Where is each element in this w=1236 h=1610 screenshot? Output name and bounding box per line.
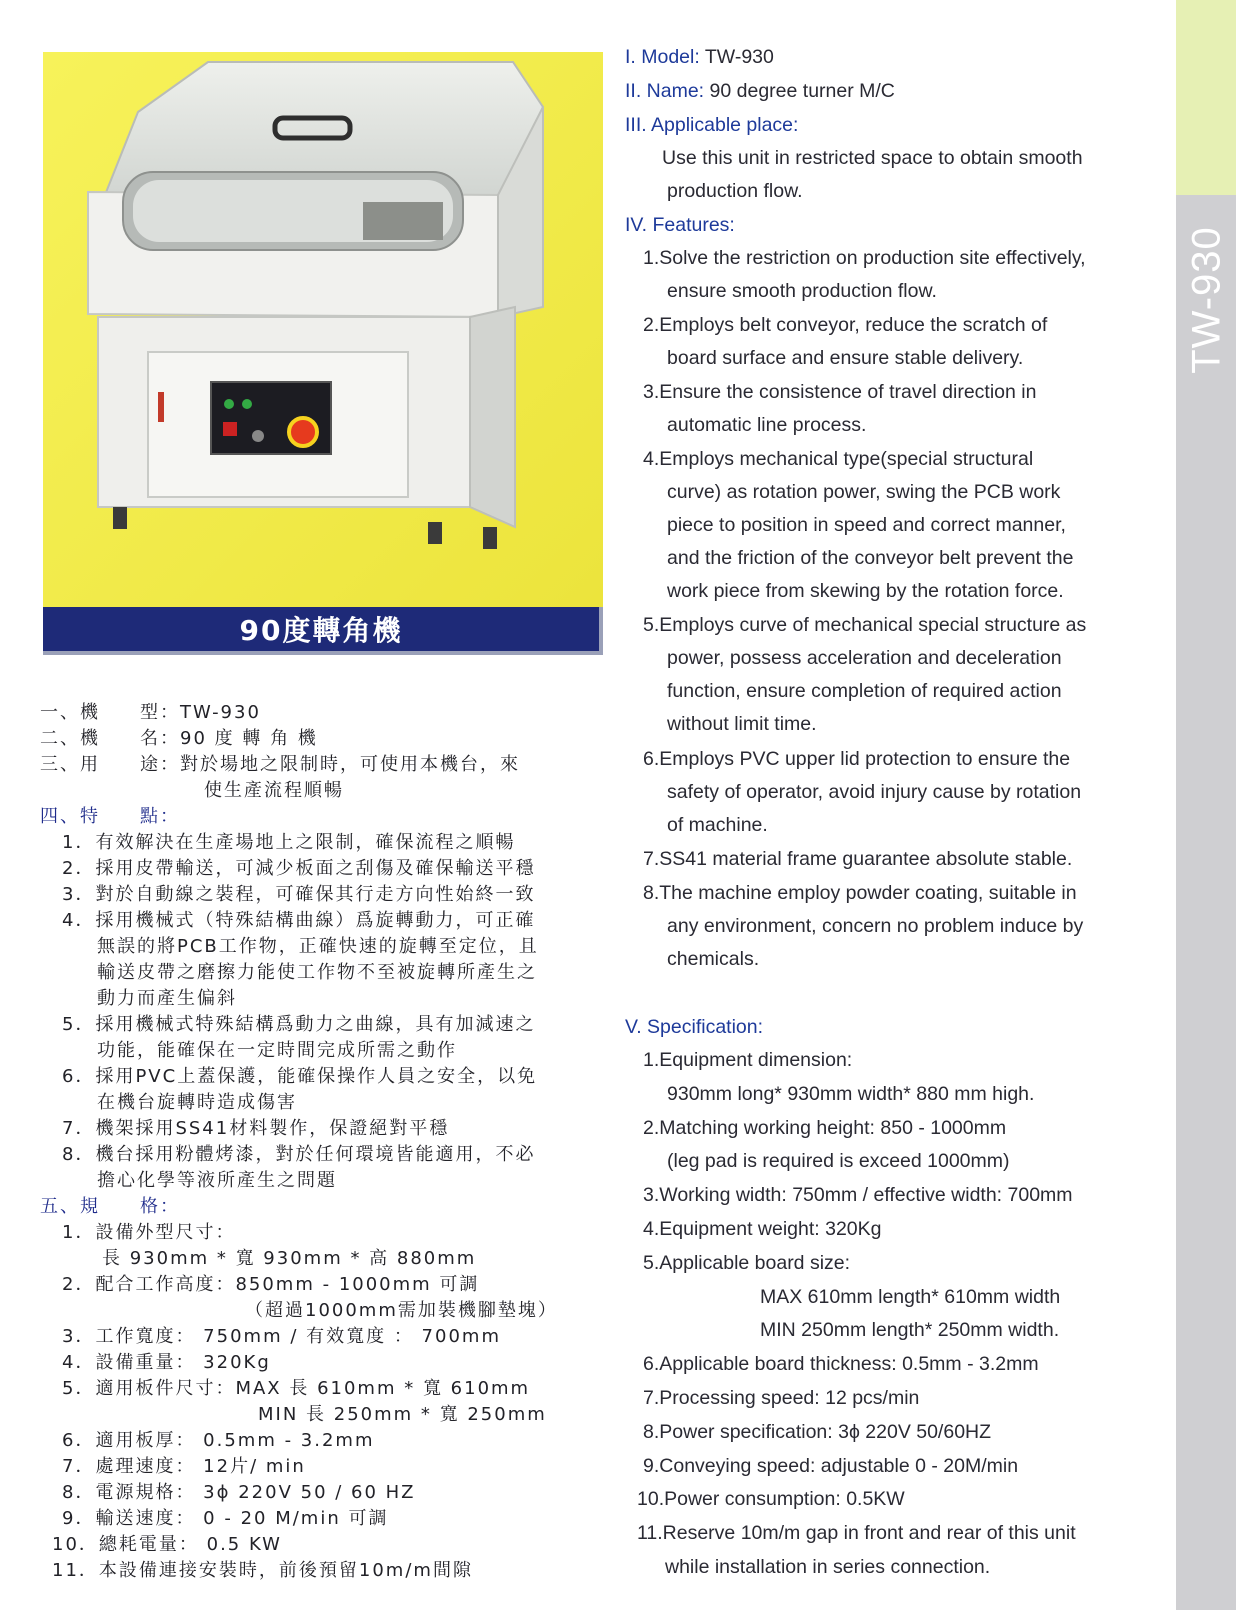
- spec-item: 6.Applicable board thickness: 0.5mm - 3.2mm: [643, 1353, 1039, 1375]
- cn-spec-heading: 五、規 格：: [40, 1196, 180, 1217]
- side-band: [1176, 195, 1236, 1610]
- cn-name-line: 二、機 名：90 度 轉 角 機: [40, 728, 318, 749]
- name-line: II. Name: 90 degree turner M/C: [625, 80, 895, 102]
- spec-item: 4.Equipment weight: 320Kg: [643, 1218, 882, 1240]
- cn-features-heading: 四、特 點：: [40, 806, 180, 827]
- feature-item: without limit time.: [667, 713, 817, 735]
- feature-item: automatic line process.: [667, 414, 867, 436]
- feature-item: 6.Employs PVC upper lid protection to ensure the: [643, 748, 1071, 770]
- feature-item: board surface and ensure stable delivery.: [667, 347, 1024, 369]
- features-heading: IV. Features:: [625, 214, 735, 236]
- cn-use-line: 使生產流程順暢: [204, 780, 344, 801]
- feature-item: any environment, concern no problem induce by: [667, 915, 1084, 937]
- cn-spec-item: MIN 長 250mm * 寬 250mm: [258, 1404, 547, 1425]
- spec-item: 11.Reserve 10m/m gap in front and rear of this unit: [637, 1522, 1076, 1544]
- cn-feature-item: 5．採用機械式特殊結構爲動力之曲線，具有加減速之: [62, 1014, 536, 1035]
- feature-item: 8.The machine employ powder coating, suitable in: [643, 882, 1077, 904]
- spec-item: 2.Matching working height: 850 - 1000mm: [643, 1117, 1007, 1139]
- model-line: I. Model: TW-930: [625, 46, 774, 68]
- place-text: production flow.: [667, 180, 803, 202]
- cn-use-line: 三、用 途：對於場地之限制時，可使用本機台，來: [40, 754, 520, 775]
- feature-item: safety of operator, avoid injury cause by rotation: [667, 781, 1082, 803]
- side-model-tab: TW-930: [1184, 226, 1229, 374]
- cn-spec-item: 6．適用板厚： 0.5mm - 3.2mm: [62, 1430, 375, 1451]
- spec-item: 5.Applicable board size:: [643, 1252, 851, 1274]
- cn-feature-item: 7．機架採用SS41材料製作，保證絕對平穩: [62, 1118, 450, 1139]
- photo-caption: 90度轉角機: [43, 607, 603, 655]
- feature-item: 5.Employs curve of mechanical special structure as: [643, 614, 1087, 636]
- cn-spec-item: 3．工作寬度： 750mm / 有效寬度 ： 700mm: [62, 1326, 501, 1347]
- feature-item: chemicals.: [667, 948, 760, 970]
- feature-item: 2.Employs belt conveyor, reduce the scratch of: [643, 314, 1048, 336]
- cn-spec-item: 10．總耗電量： 0.5 KW: [52, 1534, 282, 1555]
- cn-feature-item: 8．機台採用粉體烤漆，對於任何環境皆能適用，不必: [62, 1144, 536, 1165]
- spec-item: MIN 250mm length* 250mm width.: [760, 1319, 1060, 1341]
- spec-item: 930mm long* 930mm width* 880 mm high.: [667, 1083, 1035, 1105]
- cn-feature-item: 輸送皮帶之磨擦力能使工作物不至被旋轉所產生之: [97, 962, 537, 983]
- spec-item: while installation in series connection.: [665, 1556, 991, 1578]
- cn-spec-item: 7．處理速度： 12片/ min: [62, 1456, 306, 1477]
- feature-item: ensure smooth production flow.: [667, 280, 937, 302]
- spec-item: 1.Equipment dimension:: [643, 1049, 853, 1071]
- cn-spec-item: 4．設備重量： 320Kg: [62, 1352, 271, 1373]
- cn-spec-item: 5．適用板件尺寸：MAX 長 610mm * 寬 610mm: [62, 1378, 531, 1399]
- cn-spec-item: （超過1000mm需加裝機腳墊塊）: [245, 1300, 558, 1321]
- cn-feature-item: 3．對於自動線之裝程，可確保其行走方向性始終一致: [62, 884, 536, 905]
- feature-item: work piece from skewing by the rotation force.: [667, 580, 1064, 602]
- spec-item: MAX 610mm length* 610mm width: [760, 1286, 1061, 1308]
- cn-spec-item: 1．設備外型尺寸：: [62, 1222, 236, 1243]
- feature-item: piece to position in speed and correct manner,: [667, 514, 1066, 536]
- feature-item: function, ensure completion of required action: [667, 680, 1062, 702]
- spec-item: 9.Conveying speed: adjustable 0 - 20M/min: [643, 1455, 1019, 1477]
- cn-feature-item: 擔心化學等液所產生之問題: [97, 1170, 337, 1191]
- product-photo: [43, 52, 603, 607]
- cn-spec-item: 8．電源規格： 3ϕ 220V 50 / 60 HZ: [62, 1482, 416, 1503]
- cn-feature-item: 1．有效解決在生產場地上之限制，確保流程之順暢: [62, 832, 516, 853]
- cn-feature-item: 6．採用PVC上蓋保護，能確保操作人員之安全，以免: [62, 1066, 538, 1087]
- spec-item: (leg pad is required is exceed 1000mm): [667, 1150, 1010, 1172]
- cn-spec-item: 2．配合工作高度：850mm - 1000mm 可調: [62, 1274, 480, 1295]
- side-band-accent: [1176, 0, 1236, 195]
- cn-feature-item: 無誤的將PCB工作物，正確快速的旋轉至定位，且: [97, 936, 539, 957]
- spec-item: 10.Power consumption: 0.5KW: [637, 1488, 905, 1510]
- machine-illustration: [43, 52, 603, 607]
- cn-feature-item: 功能，能確保在一定時間完成所需之動作: [97, 1040, 457, 1061]
- feature-item: 7.SS41 material frame guarantee absolute stable.: [643, 848, 1073, 870]
- cn-model-line: 一、機 型：TW-930: [40, 702, 261, 723]
- feature-item: 3.Ensure the consistence of travel direction in: [643, 381, 1037, 403]
- cn-feature-item: 在機台旋轉時造成傷害: [97, 1092, 297, 1113]
- cn-feature-item: 2．採用皮帶輸送，可減少板面之刮傷及確保輸送平穩: [62, 858, 536, 879]
- spec-item: 3.Working width: 750mm / effective width: 700mm: [643, 1184, 1073, 1206]
- place-heading: III. Applicable place:: [625, 114, 799, 136]
- place-text: Use this unit in restricted space to obtain smooth: [662, 147, 1083, 169]
- feature-item: and the friction of the conveyor belt prevent the: [667, 547, 1074, 569]
- cn-feature-item: 4．採用機械式（特殊結構曲線）爲旋轉動力，可正確: [62, 910, 536, 931]
- cn-spec-item: 11．本設備連接安裝時，前後預留10m/m間隙: [52, 1560, 473, 1581]
- spec-item: 8.Power specification: 3ϕ 220V 50/60HZ: [643, 1421, 992, 1443]
- feature-item: 4.Employs mechanical type(special structural: [643, 448, 1034, 470]
- specification-heading: V. Specification:: [625, 1016, 764, 1038]
- feature-item: curve) as rotation power, swing the PCB work: [667, 481, 1061, 503]
- cn-feature-item: 動力而產生偏斜: [97, 988, 237, 1009]
- spec-item: 7.Processing speed: 12 pcs/min: [643, 1387, 920, 1409]
- feature-item: power, possess acceleration and deceleration: [667, 647, 1062, 669]
- feature-item: 1.Solve the restriction on production site effectively,: [643, 247, 1086, 269]
- cn-spec-item: 9．輸送速度： 0 - 20 M/min 可調: [62, 1508, 389, 1529]
- cn-spec-item: 長 930mm * 寬 930mm * 高 880mm: [102, 1248, 477, 1269]
- feature-item: of machine.: [667, 814, 768, 836]
